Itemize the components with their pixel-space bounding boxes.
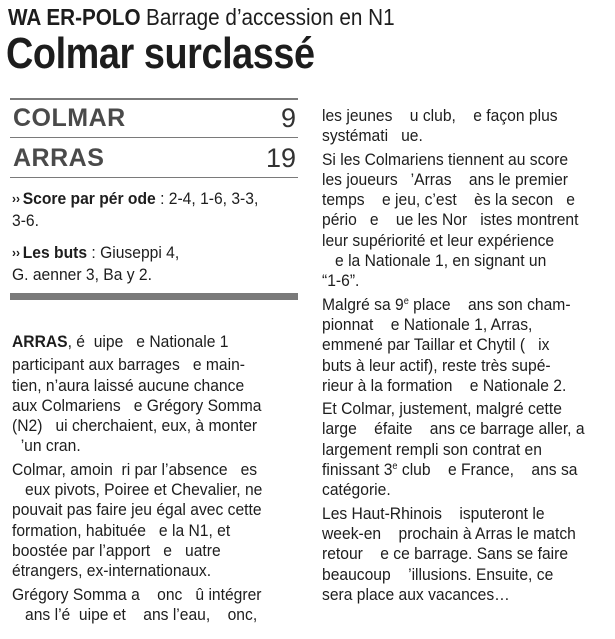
text-line: catégorie. bbox=[322, 480, 391, 500]
score-by-period-label: Score par pér ode bbox=[22, 189, 156, 208]
score-divider bbox=[10, 177, 298, 178]
text-line: Grégory Somma a onc û intégrer bbox=[12, 584, 262, 604]
text-line bbox=[322, 295, 587, 315]
text-line: eux pivots, Poiree et Chevalier, ne bbox=[12, 480, 263, 500]
text-line: leur supériorité et leur expérience bbox=[322, 230, 555, 250]
text-line: large éfaite ans ce barrage aller, a bbox=[322, 419, 585, 439]
score-row-home bbox=[10, 100, 298, 136]
text-line: participant aux barrages e main- bbox=[12, 355, 245, 375]
scorers-value: : Giuseppi 4, bbox=[87, 243, 180, 262]
article-column-left bbox=[12, 332, 308, 625]
text-line: largement rempli son contrat en bbox=[322, 439, 542, 459]
text-line: pionnat e Nationale 1, Arras, bbox=[322, 314, 533, 334]
text-line: pouvait pas faire jeu égal avec cette bbox=[12, 500, 262, 520]
text-line: Si les Colmariens tiennent au score bbox=[322, 149, 569, 169]
text-line: , é uipe e Nationale 1 bbox=[67, 332, 229, 351]
text-line: formation, habituée e la N1, et bbox=[12, 520, 231, 540]
text-line: week-en prochain à Arras le match bbox=[322, 523, 576, 543]
ordinal-suffix: e bbox=[403, 295, 409, 307]
headline: Colmar surclassé bbox=[6, 29, 315, 78]
text-line: boostée par l’apport e uatre bbox=[12, 540, 221, 560]
kicker bbox=[8, 4, 395, 30]
team-name: ARRAS bbox=[13, 144, 105, 172]
team-score: 9 bbox=[280, 103, 296, 133]
text-line: beaucoup ’illusions. Ensuite, ce bbox=[322, 564, 554, 584]
text-line: retour e ce barrage. Sans se faire bbox=[322, 544, 569, 564]
text-line: rieur à la formation e Nationale 2. bbox=[322, 375, 567, 395]
text-line: pério e ue les Nor istes montrent bbox=[322, 210, 579, 230]
scorers-value-cont: G. aenner 3, Ba y 2. bbox=[12, 265, 152, 284]
text-line: systémati ue. bbox=[322, 126, 423, 146]
text-line: tien, n’aura laissé aucune chance bbox=[12, 375, 245, 395]
bullet-arrow-icon: ›› bbox=[12, 191, 20, 206]
score-by-period bbox=[12, 188, 279, 232]
text-line: emmené par Taillar et Chytil ( ix bbox=[322, 335, 550, 355]
text-line: Les Haut-Rhinois isputeront le bbox=[322, 503, 545, 523]
text-line: étrangers, ex-internationaux. bbox=[12, 561, 212, 581]
kicker-subject: Barrage d’accession en N1 bbox=[146, 4, 395, 30]
text-line: ’un cran. bbox=[12, 436, 81, 456]
text-fragment: finissant 3 bbox=[322, 460, 393, 480]
score-divider bbox=[10, 137, 298, 138]
scorers bbox=[12, 242, 279, 286]
text-fragment: Malgré sa 9 bbox=[322, 294, 404, 314]
team-score: 19 bbox=[265, 143, 296, 173]
score-by-period-value: : 2-4, 1-6, 3-3, bbox=[155, 189, 259, 208]
text-line: les joueurs ’Arras ans le premier bbox=[322, 169, 568, 189]
lead-word: ARRAS bbox=[12, 332, 68, 351]
team-name: COLMAR bbox=[13, 104, 126, 132]
text-line bbox=[322, 460, 587, 480]
text-line: Colmar, amoin ri par l’absence es bbox=[12, 459, 258, 479]
text-fragment: club e France, ans sa bbox=[397, 460, 578, 480]
rubric: WA ER-POLO bbox=[8, 4, 141, 30]
text-line: aux Colmariens e Grégory Somma bbox=[12, 395, 262, 415]
ordinal-suffix: e bbox=[392, 461, 398, 473]
text-fragment: place ans son cham- bbox=[408, 294, 571, 314]
text-line: “1-6”. bbox=[322, 271, 360, 291]
paragraph bbox=[12, 332, 284, 352]
scorers-label: Les buts bbox=[22, 243, 88, 262]
score-bottom-rule bbox=[10, 293, 298, 300]
text-line: (N2) ui cherchaient, eux, à monter bbox=[12, 416, 258, 436]
text-line: les jeunes u club, e façon plus bbox=[322, 106, 558, 125]
article-column-right bbox=[322, 106, 610, 605]
text-line: e la Nationale 1, en signant un bbox=[322, 251, 547, 271]
text-line: Et Colmar, justement, malgré cette bbox=[322, 399, 562, 419]
text-line: temps e jeu, c’est ès la secon e bbox=[322, 190, 575, 210]
bullet-arrow-icon: ›› bbox=[12, 245, 20, 260]
text-line: buts à leur actif), reste très supé- bbox=[322, 355, 551, 375]
score-by-period-value-cont: 3-6. bbox=[12, 211, 39, 230]
score-row-away bbox=[10, 140, 298, 176]
text-line: sera place aux vacances… bbox=[322, 584, 510, 604]
text-line: ans l’é uipe et ans l’eau, onc, bbox=[12, 604, 258, 624]
